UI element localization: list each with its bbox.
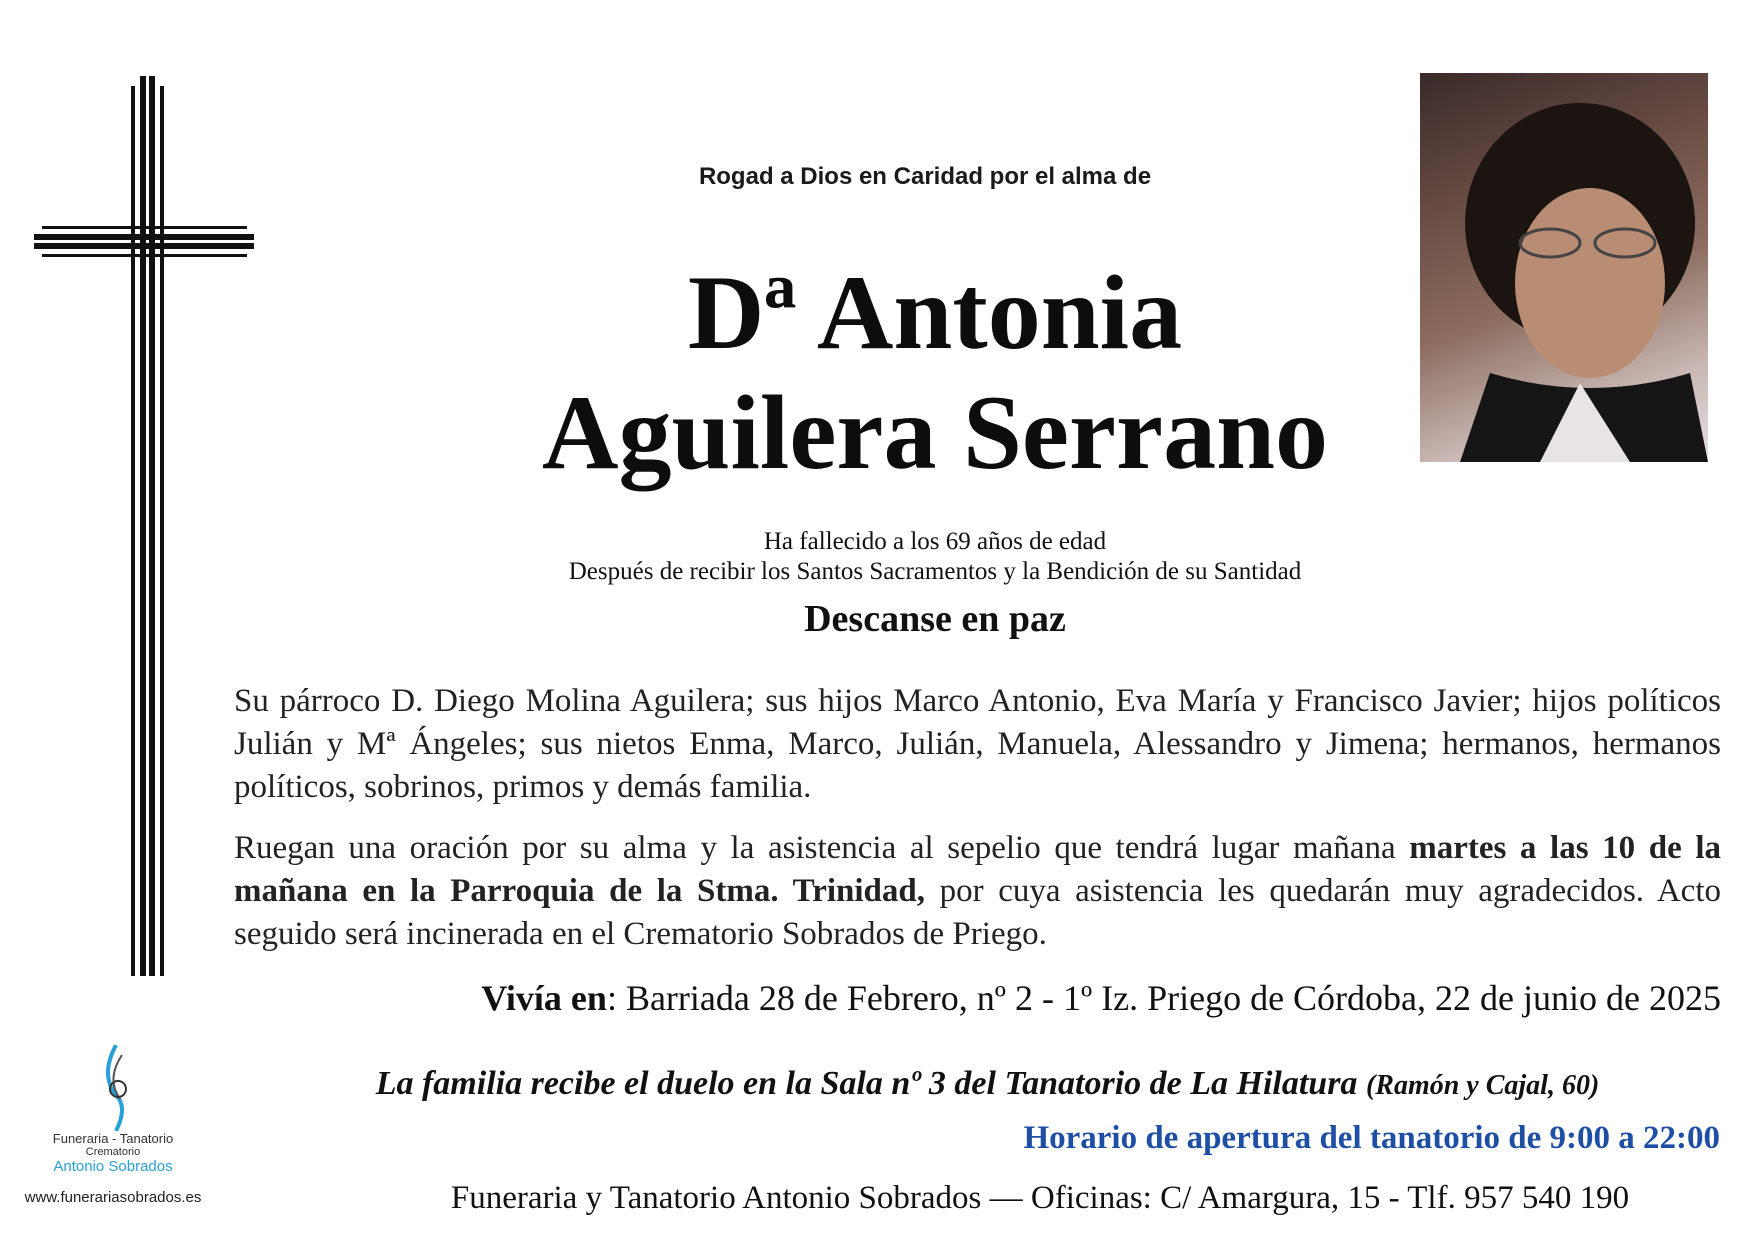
- logo-line2: Crematorio: [85, 1146, 141, 1158]
- ceremony-paragraph: [234, 827, 1721, 956]
- footer-contact: Funeraria y Tanatorio Antonio Sobrados — Oficinas: C/ Amargura, 15 - Tlf. 957 540 190: [450, 1180, 1630, 1216]
- ceremony-bold: martes a las 10 de la mañana en la Parroquia de la Stma. Trinidad,: [234, 830, 1721, 909]
- website-link[interactable]: www.funerariasobrados.es: [24, 1189, 202, 1206]
- address-line: [245, 977, 1721, 1019]
- funeral-home-logo: [18, 1045, 208, 1225]
- sacraments-line: Después de recibir los Santos Sacramentos y la Bendición de su Santidad: [568, 558, 1302, 585]
- address-text: : Barriada 28 de Febrero, nº 2 - 1º Iz. Priego de Córdoba, 22 de junio de 2025: [606, 978, 1721, 1018]
- duelo-line: [240, 1065, 1735, 1103]
- age-line: Ha fallecido a los 69 años de edad: [763, 528, 1107, 555]
- deceased-name-last: Aguilera Serrano: [541, 374, 1329, 491]
- duelo-address: (Ramón y Cajal, 60): [1365, 1070, 1600, 1101]
- address-label: Vivía en: [481, 978, 607, 1018]
- opening-hours: Horario de apertura del tanatorio de 9:00 a 22:00: [1023, 1120, 1720, 1156]
- cross-icon: [34, 76, 254, 986]
- deceased-name-first: Dª Antonia: [687, 254, 1183, 371]
- ceremony-intro: Ruegan una oración por su alma y la asistencia al sepelio que tendrá lugar mañana: [234, 830, 1410, 866]
- duelo-main: La familia recibe el duelo en la Sala nº 3 del Tanatorio de La Hilatura: [375, 1065, 1366, 1102]
- prayer-heading: Rogad a Dios en Caridad por el alma de: [698, 163, 1152, 190]
- logo-line1: Funeraria - Tanatorio: [52, 1131, 174, 1146]
- deceased-photo: [1420, 73, 1708, 462]
- logo-line3: Antonio Sobrados: [53, 1158, 173, 1175]
- family-paragraph: Su párroco D. Diego Molina Aguilera; sus hijos Marco Antonio, Eva María y Francisco Javier; hijos políticos Julián y Mª Ángeles; sus nietos Enma, Marco, Julián, Manuela, Alessandro y Jimena; hermanos, hermanos políticos, sobrinos, primos y demás familia.: [234, 683, 1721, 805]
- rest-in-peace: Descanse en paz: [804, 598, 1066, 640]
- ceremony-outro: por cuya asistencia les quedarán muy agradecidos. Acto seguido será incinerada en el Crematorio Sobrados de Priego.: [234, 873, 1721, 952]
- logo-flame-icon: [96, 1045, 136, 1131]
